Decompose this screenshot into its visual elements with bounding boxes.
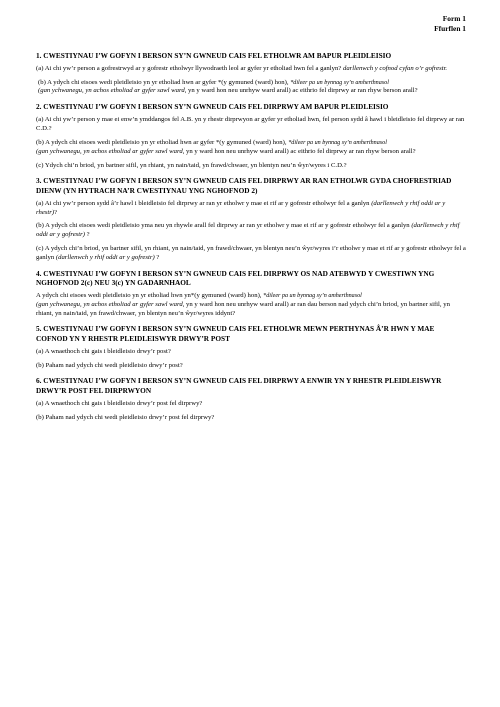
question-text-continued: , yn y ward hon neu unrhyw ward arall) ar ran dau berson nad ydych chi’n briod, yn bartner sifil, yn rhiant, yn nain/taid, yn frawd/chwaer, yn blentyn neu’n ŵyr/wyres iddynt? [36, 300, 450, 317]
question-instruction: (gan ychwanegu, yn achos etholiad ar gyfer sawl ward [38, 87, 185, 95]
question-text: (b) A ydych chi eisoes wedi pleidleisio yn yr etholiad hwn ar gyfer *(y gymuned (ward) hon), [36, 138, 289, 146]
question-text-continued: , yn y ward hon neu unrhyw ward arall) ac eithrio fel dirprwy ar ran rhyw berson arall? [184, 87, 418, 95]
question-instruction: (darllenwch y rhif oddi ar y rhestr) [36, 199, 446, 216]
question-instruction: (darllenwch y rhif oddi ar y gofrestr) [55, 253, 155, 261]
section-heading: 6. CWESTIYNAU I’W GOFYN I BERSON SY’N GWNEUD CAIS FEL DIRPRWY A ENWIR YN Y RHESTR PLEIDLEISWYR DRWY’R POST FEL DIRPRWYON [36, 376, 442, 395]
question-text: (b) Paham nad ydych chi wedi pleidleisio drwy’r post fel dirprwy? [36, 413, 215, 421]
section-heading: 2. CWESTIYNAU I’W GOFYN I BERSON SY’N GWNEUD CAIS FEL DIRPRWY AM BAPUR PLEIDLEISIO [36, 102, 389, 112]
question-text: (b) Paham nad ydych chi wedi pleidleisio drwy’r post? [36, 361, 183, 369]
deletion-note: *dileer pa un bynnag sy’n amherthnasol [290, 79, 389, 86]
question-text-continued: ? [84, 231, 90, 239]
question-text: (c) A ydych chi’n briod, yn bartner sifil, yn rhiant, yn nain/taid, yn frawd/chwaer, yn blentyn neu’n ŵyr/wyres i’r etholwr y mae ei rif ar y gofrestr etholwyr fel a ganlyn [36, 244, 466, 261]
deletion-note: *dileer pa un bynnag sy’n amherthnasol [263, 292, 362, 299]
question-instruction: (darllenwch y rhif oddi ar y gofrestr) [36, 222, 460, 239]
question-text: (b) A ydych chi eisoes wedi pleidleisio yn yr etholiad hwn ar gyfer *(y gymuned (ward) hon), [38, 78, 291, 86]
section-2 [36, 102, 466, 170]
question-text: (b) A ydych chi eisoes wedi pleidleisio yma neu yn rhywle arall fel dirprwy ar ran yr etholwr y mae ei rif ar y gofrestr etholwyr fel a ganlyn [36, 222, 412, 230]
question-1a [36, 65, 466, 74]
question-3b [36, 222, 466, 240]
question-4 [36, 292, 466, 318]
section-heading: 3. CWESTIYNAU I’W GOFYN I BERSON SY’N GWNEUD CAIS FEL DIRPRWY AR RAN ETHOLWR GYDA CHOFRESTRIAD DIENW (YN HYTRACH NA’R CWESTIYNAU YNG NGHOFNOD 2) [36, 176, 452, 195]
question-text: (a) Ai chi yw’r person sydd â’r hawl i bleidleisio fel dirprwy ar ran yr etholwr y mae ei rif ar y gofrestr etholwyr fel a ganlyn [36, 199, 372, 207]
question-instruction: (gan ychwanegu, yn achos etholiad ar gyfer sawl ward [36, 300, 183, 308]
question-text: (a) Ai chi yw’r person y mae ei enw’n ymddangos fel A.B. yn y rhestr dirprwyon ar gyfer yr etholiad hwn, fel person sydd â hawl i bleidleisio fel dirprwy ar ran C.D.? [36, 116, 465, 133]
section-4 [36, 269, 466, 319]
question-instruction: (gan ychwanegu, yn achos etholiad ar gyfer sawl ward [36, 147, 183, 155]
question-text-continued: ? [54, 208, 58, 216]
form-number: Form 1 [442, 14, 466, 23]
question-1b [36, 79, 466, 97]
question-2a [36, 116, 466, 134]
question-text: (a) A wnaethoch chi gais i bleidleisio drwy’r post? [36, 347, 171, 355]
question-5b [36, 362, 466, 371]
form-number-welsh: Ffurflen 1 [434, 23, 466, 33]
section-heading: 4. CWESTIYNAU I’W GOFYN I BERSON SY’N GWNEUD CAIS FEL DIRPRWY OS NAD ATEBWYD Y CWESTIWN YNG NGHOFNOD 2(c) NEU 3(c) YN GADARNHAOL [36, 268, 435, 287]
question-6b [36, 414, 466, 423]
question-text: A ydych chi eisoes wedi pleidleisio yn yr etholiad hwn yn*(y gymuned (ward) hon), [36, 291, 264, 299]
section-5 [36, 324, 466, 370]
question-2b [36, 139, 466, 157]
question-6a [36, 400, 466, 409]
question-text: (a) A wnaethoch chi gais i bleidleisio drwy’r post fel dirprwy? [36, 399, 203, 407]
question-2c [36, 162, 466, 171]
question-text: (a) Ai chi yw’r person a gofrestrwyd ar y gofrestr etholwyr llywodraeth leol ar gyfer yr etholiad hwn fel a ganlyn? [36, 64, 342, 72]
form-identifier [36, 14, 466, 34]
section-heading: 5. CWESTIYNAU I’W GOFYN I BERSON SY’N GWNEUD CAIS FEL ETHOLWR MEWN PERTHYNAS Â’R HWN Y MAE COFNOD YN Y RHESTR PLEIDLEISWYR DRWY’R POST [36, 324, 435, 343]
question-3a [36, 200, 466, 218]
question-text-continued: , yn y ward hon neu unrhyw ward arall) ac eithrio fel dirprwy ar ran rhyw berson arall? [182, 147, 416, 155]
section-heading: 1. CWESTIYNAU I’W GOFYN I BERSON SY’N GWNEUD CAIS FEL ETHOLWR AM BAPUR PLEIDLEISIO [36, 50, 392, 60]
section-6 [36, 376, 466, 422]
section-1 [36, 51, 466, 97]
question-instruction: darllenwch y cofnod cyfan o’r gofrestr. [342, 64, 448, 72]
deletion-note: *dileer pa un bynnag sy’n amherthnasol [288, 139, 387, 146]
question-text-continued: ? [154, 253, 160, 261]
question-3c [36, 245, 466, 263]
question-5a [36, 348, 466, 357]
section-3 [36, 176, 466, 262]
question-text: (c) Ydych chi’n briod, yn bartner sifil, yn rhiant, yn nain/taid, yn frawd/chwaer, yn blentyn neu’n ŵyr/wyres i C.D.? [36, 161, 347, 169]
